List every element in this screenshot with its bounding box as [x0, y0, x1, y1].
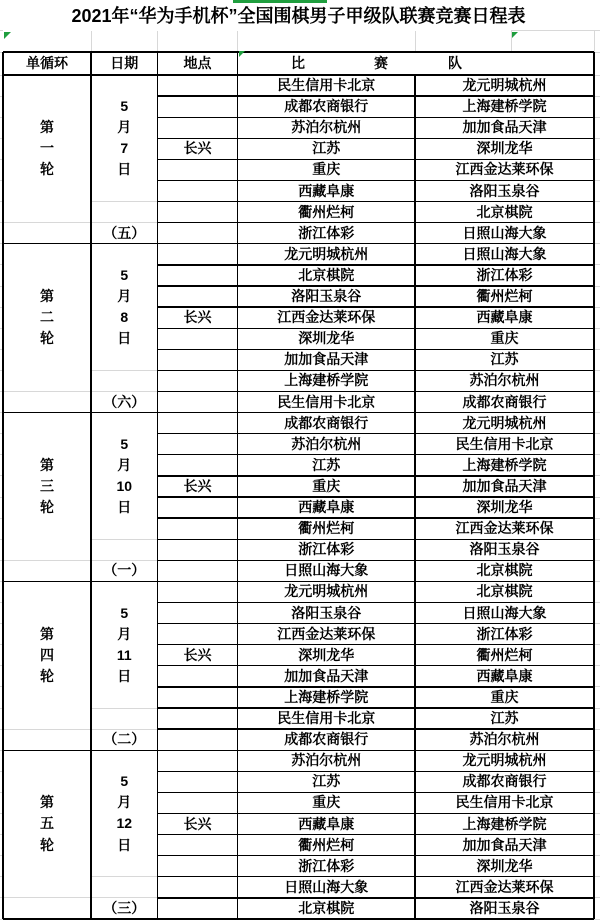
- weekday-cell[interactable]: （三）: [103, 899, 146, 916]
- grid-line: [3, 897, 91, 898]
- away-team-cell[interactable]: 衢州烂柯: [476, 288, 533, 304]
- grid-line: [91, 222, 158, 223]
- round-label-cell-line: 五: [40, 815, 54, 832]
- row-border: [158, 623, 595, 624]
- row-border: [158, 328, 595, 329]
- date-cell-line: 5: [120, 98, 129, 115]
- round-label-cell-line: 三: [40, 477, 54, 494]
- round-label-cell[interactable]: [3, 413, 91, 561]
- round-label-cell-line: 一: [40, 140, 54, 157]
- away-team-cell[interactable]: 上海建桥学院: [462, 98, 547, 115]
- home-team-cell[interactable]: 北京棋院: [298, 899, 355, 916]
- round-label-cell-line: 第: [40, 794, 54, 811]
- away-team-cell[interactable]: 江西金达莱环保: [455, 878, 554, 895]
- grid-line: [3, 222, 91, 223]
- header-teams-char: 队: [448, 55, 462, 71]
- home-team-cell[interactable]: 衢州烂柯: [298, 520, 355, 537]
- row-border: [158, 95, 595, 96]
- weekday-cell[interactable]: （六）: [103, 393, 146, 410]
- table-border: [90, 52, 91, 919]
- grid-line: [594, 31, 595, 52]
- away-team-cell[interactable]: 加加食品天津: [462, 119, 547, 136]
- header-teams-cell[interactable]: [238, 52, 595, 75]
- row-border: [158, 496, 595, 497]
- home-team-cell[interactable]: 重庆: [312, 794, 341, 811]
- row-border: [158, 454, 595, 455]
- home-team-cell[interactable]: 江苏: [312, 140, 341, 157]
- venue-cell[interactable]: 长兴: [183, 309, 212, 326]
- date-cell[interactable]: [91, 413, 158, 540]
- home-team-cell[interactable]: 江苏: [312, 456, 341, 473]
- grid-line: [3, 391, 91, 392]
- table-border: [157, 52, 158, 919]
- round-label-cell[interactable]: [3, 244, 91, 392]
- row-border: [158, 792, 595, 793]
- grid-line: [91, 201, 158, 202]
- round-label-cell[interactable]: [3, 581, 91, 729]
- date-cell-line: 月: [117, 456, 132, 473]
- header-teams-char: 赛: [374, 55, 388, 71]
- round-label-cell[interactable]: [3, 75, 91, 223]
- away-team-cell[interactable]: 成都农商银行: [462, 773, 547, 790]
- grid-line: [237, 31, 238, 52]
- away-team-cell[interactable]: 北京棋院: [476, 583, 533, 600]
- home-team-cell[interactable]: 苏泊尔杭州: [291, 752, 362, 769]
- away-team-cell[interactable]: 成都农商银行: [462, 393, 547, 410]
- home-team-cell[interactable]: 重庆: [312, 477, 341, 494]
- date-cell[interactable]: [91, 244, 158, 371]
- away-team-cell[interactable]: 江西金达莱环保: [455, 520, 554, 537]
- home-team-cell[interactable]: 苏泊尔杭州: [291, 119, 362, 136]
- row-border: [158, 855, 595, 856]
- round-label-cell-line: 轮: [40, 498, 54, 515]
- round-label-cell-line: 轮: [40, 667, 54, 684]
- row-border: [158, 201, 595, 202]
- date-cell-line: 月: [117, 288, 132, 304]
- away-team-cell[interactable]: 日照山海大象: [462, 245, 547, 262]
- away-team-cell[interactable]: 苏泊尔杭州: [469, 731, 540, 748]
- away-team-cell[interactable]: 上海建桥学院: [462, 815, 547, 832]
- date-cell-line: 11: [116, 646, 132, 663]
- header-round-cell[interactable]: 单循环: [26, 55, 68, 71]
- row-border: [158, 813, 595, 814]
- grid-line: [91, 31, 92, 52]
- home-team-cell[interactable]: 洛阳玉泉谷: [291, 604, 362, 621]
- away-team-cell[interactable]: 江西金达莱环保: [455, 161, 554, 178]
- home-team-cell[interactable]: 江西金达莱环保: [277, 625, 376, 642]
- home-team-cell[interactable]: 江西金达莱环保: [277, 309, 376, 326]
- home-team-cell[interactable]: 成都农商银行: [284, 414, 369, 431]
- round-label-cell[interactable]: [3, 750, 91, 898]
- row-border: [158, 349, 595, 350]
- row-border: [158, 897, 595, 898]
- date-cell-line: 月: [117, 119, 132, 136]
- away-team-cell[interactable]: 洛阳玉泉谷: [469, 899, 540, 916]
- grid-line: [91, 708, 158, 709]
- away-team-cell[interactable]: 日照山海大象: [462, 604, 547, 621]
- round-label-cell-line: 轮: [40, 161, 54, 178]
- row-border: [158, 602, 595, 603]
- grid-line: [511, 30, 600, 31]
- grid-line: [91, 539, 158, 540]
- error-triangle-icon: [512, 32, 518, 38]
- home-team-cell[interactable]: 西藏阜康: [298, 499, 355, 515]
- row-border: [158, 138, 595, 139]
- header-venue-cell[interactable]: 地点: [183, 55, 212, 71]
- home-team-cell[interactable]: 龙元明城杭州: [284, 583, 369, 600]
- away-team-cell[interactable]: 民生信用卡北京: [455, 794, 554, 811]
- date-cell-line: 5: [120, 435, 129, 452]
- home-team-cell[interactable]: 西藏阜康: [298, 182, 355, 199]
- date-cell-line: 日: [117, 836, 132, 853]
- away-team-cell[interactable]: 重庆: [490, 688, 519, 705]
- away-team-cell[interactable]: 洛阳玉泉谷: [469, 541, 540, 558]
- row-border: [158, 665, 595, 666]
- round-label-cell-line: 轮: [40, 836, 54, 853]
- round-label-cell-line: 第: [40, 625, 54, 642]
- home-team-cell[interactable]: 加加食品天津: [284, 667, 369, 684]
- row-border: [158, 370, 595, 371]
- row-border: [158, 560, 595, 561]
- title-cell[interactable]: 2021年“华为手机杯”全国围棋男子甲级队联赛竞赛日程表: [71, 6, 526, 26]
- away-team-cell[interactable]: 龙元明城杭州: [462, 414, 547, 431]
- grid-line: [91, 729, 158, 730]
- away-team-cell[interactable]: 浙江体彩: [476, 266, 533, 283]
- home-team-cell[interactable]: 苏泊尔杭州: [291, 435, 362, 452]
- row-border: [158, 391, 595, 392]
- home-team-cell[interactable]: 民生信用卡北京: [277, 393, 376, 410]
- away-team-cell[interactable]: 西藏阜康: [476, 309, 533, 326]
- home-team-cell[interactable]: 成都农商银行: [284, 98, 369, 115]
- row-border: [158, 728, 595, 729]
- grid-line: [91, 391, 158, 392]
- round-label-cell-line: 四: [40, 646, 54, 663]
- weekday-cell[interactable]: （一）: [103, 562, 146, 579]
- grid-line: [415, 31, 416, 52]
- selection-border-segment: [233, 0, 327, 3]
- table-border: [237, 52, 238, 919]
- row-border: [158, 686, 595, 687]
- date-cell[interactable]: [91, 75, 158, 202]
- home-team-cell[interactable]: 民生信用卡北京: [277, 77, 376, 93]
- grid-line: [91, 560, 158, 561]
- row-border: [158, 285, 595, 286]
- date-cell-line: 5: [120, 773, 129, 790]
- row-border: [158, 306, 595, 307]
- row-border: [158, 834, 595, 835]
- round-label-cell-line: 第: [40, 119, 54, 136]
- row-border: [158, 222, 595, 223]
- away-team-cell[interactable]: 江苏: [490, 710, 519, 726]
- venue-cell[interactable]: 长兴: [183, 140, 212, 157]
- row-border: [158, 433, 595, 434]
- home-team-cell[interactable]: 江苏: [312, 773, 341, 790]
- date-cell-line: 日: [117, 161, 132, 178]
- weekday-cell[interactable]: （二）: [103, 731, 146, 748]
- table-border: [414, 75, 415, 919]
- home-team-cell[interactable]: 衢州烂柯: [298, 203, 355, 220]
- venue-cell[interactable]: 长兴: [183, 477, 212, 494]
- home-team-cell[interactable]: 加加食品天津: [284, 351, 369, 368]
- row-border: [158, 180, 595, 181]
- row-border: [158, 159, 595, 160]
- away-team-cell[interactable]: 加加食品天津: [462, 477, 547, 494]
- away-team-cell[interactable]: 上海建桥学院: [462, 456, 547, 473]
- home-team-cell[interactable]: 北京棋院: [298, 266, 355, 283]
- home-team-cell[interactable]: 西藏阜康: [298, 815, 355, 832]
- away-team-cell[interactable]: 西藏阜康: [476, 667, 533, 684]
- row-border: [158, 876, 595, 877]
- date-cell-line: 7: [120, 140, 129, 157]
- home-team-cell[interactable]: 浙江体彩: [298, 541, 355, 558]
- date-cell-line: 月: [117, 794, 132, 811]
- error-triangle-icon: [239, 51, 245, 57]
- date-cell-line: 月: [117, 625, 132, 642]
- home-team-cell[interactable]: 浙江体彩: [298, 857, 355, 874]
- away-team-cell[interactable]: 衢州烂柯: [476, 646, 533, 663]
- away-team-cell[interactable]: 深圳龙华: [476, 140, 533, 157]
- away-team-cell[interactable]: 日照山海大象: [462, 224, 547, 241]
- date-cell[interactable]: [91, 750, 158, 877]
- away-team-cell[interactable]: 龙元明城杭州: [462, 752, 547, 769]
- round-label-cell-line: 轮: [40, 330, 54, 347]
- away-team-cell[interactable]: 民生信用卡北京: [455, 435, 554, 452]
- away-team-cell[interactable]: 北京棋院: [476, 203, 533, 220]
- date-cell[interactable]: [91, 581, 158, 708]
- weekday-cell[interactable]: （五）: [103, 224, 146, 241]
- date-cell-line: 日: [117, 667, 132, 684]
- row-border: [158, 517, 595, 518]
- home-team-cell[interactable]: 衢州烂柯: [298, 836, 355, 853]
- home-team-cell[interactable]: 成都农商银行: [284, 731, 369, 748]
- date-cell-line: 12: [116, 815, 133, 832]
- home-team-cell[interactable]: 民生信用卡北京: [277, 710, 376, 726]
- row-border: [158, 117, 595, 118]
- header-date-cell[interactable]: 日期: [110, 55, 139, 71]
- header-teams-char: 比: [291, 55, 305, 71]
- home-team-cell[interactable]: 日照山海大象: [284, 562, 369, 579]
- date-cell-line: 日: [117, 498, 132, 515]
- date-cell-line: 日: [117, 330, 132, 347]
- row-border: [158, 644, 595, 645]
- round-label-cell-line: 第: [40, 288, 54, 304]
- away-team-cell[interactable]: 苏泊尔杭州: [469, 372, 540, 389]
- grid-line: [3, 729, 91, 730]
- round-label-cell-line: 第: [40, 456, 54, 473]
- home-team-cell[interactable]: 洛阳玉泉谷: [291, 288, 362, 304]
- home-team-cell[interactable]: 龙元明城杭州: [284, 245, 369, 262]
- home-team-cell[interactable]: 深圳龙华: [298, 330, 355, 347]
- away-team-cell[interactable]: 深圳龙华: [476, 857, 533, 874]
- away-team-cell[interactable]: 北京棋院: [476, 562, 533, 579]
- date-cell-line: 10: [116, 477, 133, 494]
- away-team-cell[interactable]: 浙江体彩: [476, 625, 533, 642]
- date-cell-line: 5: [120, 604, 129, 621]
- away-team-cell[interactable]: 江苏: [490, 351, 519, 368]
- away-team-cell[interactable]: 重庆: [490, 330, 519, 347]
- table-border: [2, 52, 4, 919]
- grid-line: [91, 876, 158, 877]
- venue-cell[interactable]: 长兴: [183, 815, 212, 832]
- home-team-cell[interactable]: 重庆: [312, 161, 341, 178]
- error-triangle-icon: [4, 32, 11, 39]
- home-team-cell[interactable]: 上海建桥学院: [284, 688, 369, 705]
- round-label-cell-line: 二: [40, 309, 54, 326]
- away-team-cell[interactable]: 加加食品天津: [462, 836, 547, 853]
- away-team-cell[interactable]: 洛阳玉泉谷: [469, 182, 540, 199]
- grid-line: [91, 370, 158, 371]
- grid-line: [3, 560, 91, 561]
- home-team-cell[interactable]: 浙江体彩: [298, 224, 355, 241]
- home-team-cell[interactable]: 深圳龙华: [298, 646, 355, 663]
- date-cell-line: 5: [120, 266, 129, 283]
- away-team-cell[interactable]: 龙元明城杭州: [462, 77, 547, 93]
- venue-cell[interactable]: 长兴: [183, 646, 212, 663]
- row-border: [158, 707, 595, 708]
- row-border: [158, 771, 595, 772]
- date-cell-line: 8: [120, 309, 129, 326]
- table-border: [593, 52, 595, 919]
- grid-line: [157, 31, 158, 52]
- row-border: [158, 539, 595, 540]
- home-team-cell[interactable]: 日照山海大象: [284, 878, 369, 895]
- away-team-cell[interactable]: 深圳龙华: [476, 499, 533, 515]
- grid-line: [91, 897, 158, 898]
- home-team-cell[interactable]: 上海建桥学院: [284, 372, 369, 389]
- row-border: [158, 475, 595, 476]
- row-border: [158, 264, 595, 265]
